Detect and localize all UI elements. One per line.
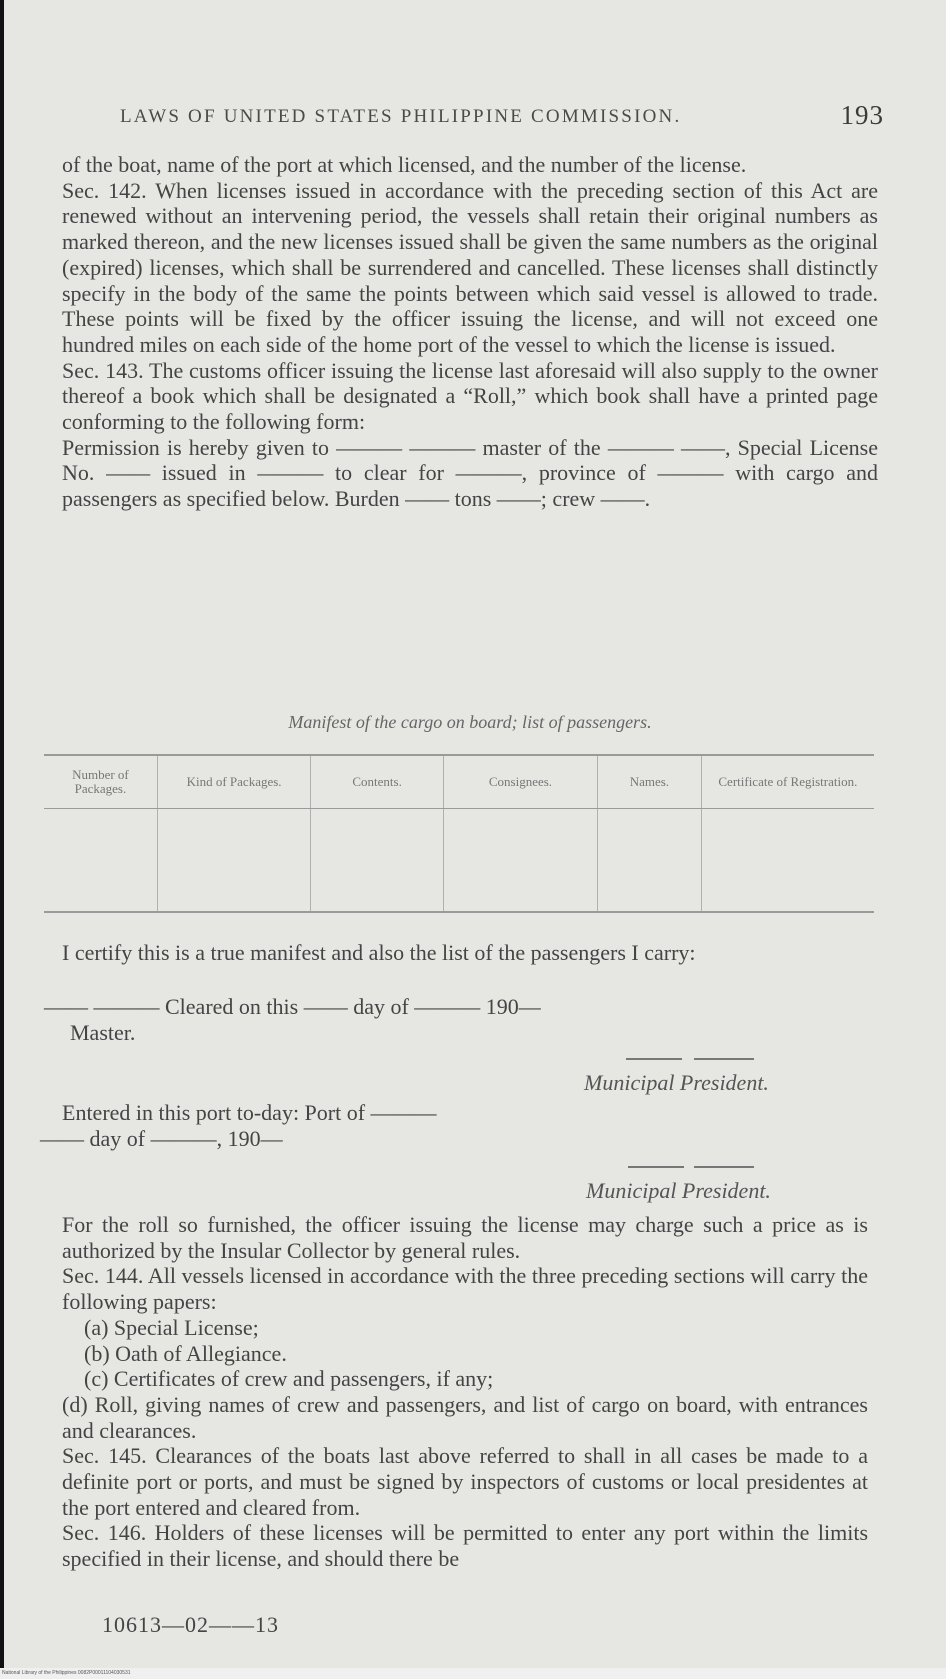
municipal-president-signature-1: Municipal President.: [584, 1070, 769, 1095]
folio-signature: 10613—02——13: [102, 1612, 279, 1637]
signature-line: [628, 1166, 684, 1168]
running-header: [120, 100, 884, 136]
list-item: (a) Special License;: [84, 1314, 259, 1340]
municipal-president-signature-2: Municipal President.: [586, 1178, 771, 1203]
list-item: (c) Certificates of crew and passengers, if any;: [84, 1366, 494, 1392]
table-cell: [311, 809, 444, 913]
table-cell: [443, 809, 597, 913]
list-item: (b) Oath of Allegiance.: [84, 1340, 287, 1366]
paragraph-sec-143: Sec. 143. The customs officer issuing the license last aforesaid will also supply to the owner thereof a book which shall be designated a “Roll,” which book shall have a printed page conforming to the following form:: [62, 357, 878, 435]
table-cell: [598, 809, 702, 913]
permission-form-text: Permission is hereby given to ——— ——— master of the ——— ——, Special License No. —— issued in ——— to clear for ———, province of ——— with cargo and passengers as specified below. Burden —— tons ——; crew ——.: [62, 434, 878, 512]
signature-line: [694, 1058, 754, 1060]
table-cell: [701, 809, 874, 913]
document-page: [4, 0, 946, 1668]
column-header-number-of-packages: Number of Packages.: [44, 755, 157, 809]
column-header-certificate-of-registration: Certificate of Registration.: [701, 755, 874, 809]
column-header-consignees: Consignees.: [443, 755, 597, 809]
master-label: Master.: [70, 1020, 136, 1045]
paragraph-sec-145: Sec. 145. Clearances of the boats last above referred to shall in all cases be made to a definite port or ports, and must be signed by inspectors of customs or local presidentes at the port entered and cleared from.: [62, 1443, 868, 1520]
column-header-contents: Contents.: [311, 755, 444, 809]
cleared-line: —— ——— Cleared on this —— day of ——— 190—: [44, 994, 541, 1019]
certify-statement: I certify this is a true manifest and also the list of the passengers I carry:: [62, 940, 696, 965]
section-142-143-block: [62, 152, 878, 512]
page-number: 193: [840, 100, 884, 130]
entered-line-1: Entered in this port to-day: Port of ———: [62, 1100, 437, 1125]
table-cell: [44, 809, 157, 913]
entered-line-2: —— day of ———, 190—: [40, 1126, 283, 1151]
signature-line: [694, 1166, 754, 1168]
paragraph-continuation: of the boat, name of the port at which licensed, and the number of the license.: [62, 152, 747, 177]
paragraph-sec-142: Sec. 142. When licenses issued in accordance with the preceding section of this Act are renewed without an intervening period, the vessels shall retain their original numbers as marked thereon, and the new licenses issued shall be given the same numbers as the original (expired) licenses, which shall be surrendered and cancelled. These licenses shall distinctly specify in the body of the same the points between which said vessel is allowed to trade. These points will be fixed by the officer issuing the license, and will not exceed one hundred miles on each side of the home port of the vessel to which the license is issued.: [62, 177, 878, 357]
column-header-names: Names.: [598, 755, 702, 809]
footer-strip: [0, 1668, 946, 1679]
list-item: (d) Roll, giving names of crew and passengers, and list of cargo on board, with entrances and clearances.: [62, 1391, 868, 1443]
footer-credit: National Library of the Philippines 0082P00011104030531: [2, 1670, 131, 1676]
manifest-caption: Manifest of the cargo on board; list of passengers.: [288, 712, 652, 732]
manifest-table: [44, 754, 874, 913]
paragraph-sec-144: Sec. 144. All vessels licensed in accordance with the three preceding sections will carry the following papers:: [62, 1263, 868, 1315]
header-title: LAWS OF UNITED STATES PHILIPPINE COMMISSION.: [120, 106, 682, 127]
table-row: [44, 809, 874, 913]
column-header-kind-of-packages: Kind of Packages.: [157, 755, 310, 809]
paragraph-roll-price: For the roll so furnished, the officer issuing the license may charge such a price as is authorized by the Insular Collector by general rules.: [62, 1212, 868, 1263]
section-144-146-block: [62, 1212, 868, 1572]
table-cell: [157, 809, 310, 913]
paragraph-sec-146: Sec. 146. Holders of these licenses will be permitted to enter any port within the limits specified in their license, and should there be: [62, 1520, 868, 1572]
signature-line: [626, 1058, 682, 1060]
